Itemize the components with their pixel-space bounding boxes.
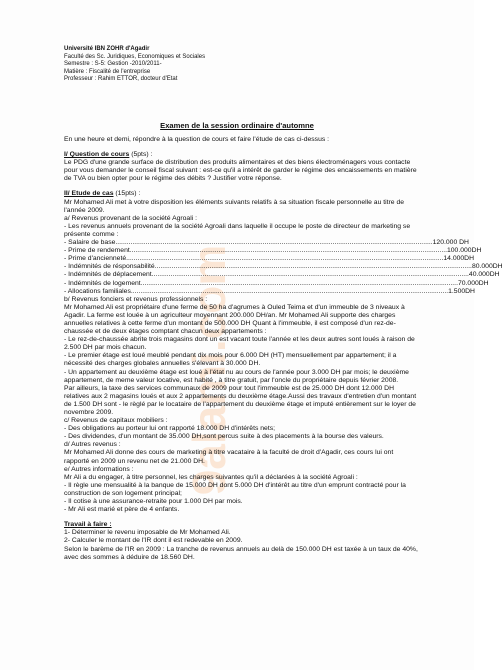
salary-row xyxy=(64,239,469,247)
dot-leader: ........................................................................................................................................................................ xyxy=(154,263,472,271)
intro-text: En une heure et demi, répondre à la question de cours et faire l'étude de cas ci-dessus : xyxy=(64,136,330,143)
section-d-title: d/ Autres revenus : xyxy=(64,441,121,449)
dot-leader: ........................................................................................................................................................................ xyxy=(130,287,449,295)
section-c-item: - Des obligations au porteur lui ont rapporté 18.000 DH d'intérêts nets; xyxy=(64,425,275,433)
etude-cas-heading xyxy=(64,190,420,198)
dot-leader: ........................................................................................................................................................................ xyxy=(129,247,447,255)
section-c-title: c/ Revenus de capitaux mobiliers : xyxy=(64,417,168,425)
section-b-paragraph: - Le premier étage est loué meublé pendant dix mois pour 6.000 DH (HT) mensuellement par appartement; il a nécessité des charges globales annuelles s'élevant à 30.000 DH. xyxy=(64,352,397,368)
salary-row xyxy=(64,247,482,255)
salary-label: - Indémnités de déplacement xyxy=(64,271,152,279)
section-b-paragraph: - Un appartement au deuxième étage est loué à l'état nu au cours de l'année pour 3.000 DH par mois; le deuxième appartement, de meme valeur locative, est habité , à titre gratuit, par l'oncle du propriétaire depuis février 2008. xyxy=(64,368,409,384)
professor-line: Professeur : Rahim ETTOR, docteur d'Etat xyxy=(64,76,178,83)
salary-value: 40.000DH xyxy=(468,271,500,279)
section-b-paragraph: Mr Mohamed Ali est propriétaire d'une ferme de 50 ha d'agrumes à Ouled Teima et d'un immeuble de 3 niveaux à Agadir. La ferme est louée à un agriculteur moyennant 200.000 DH/an. Mr Mohamed Ali supporte des charges annuelles relatives à cette ferme d'un montant de 500.000 DH Quant à l'immeuble, il est composé d'un rez-de-chaussée et de deux étages comptant chacun deux appartements : xyxy=(64,303,405,336)
section-b-paragraph: - Le rez-de-chaussée abrite trois magasins dont un est vacant toute l'année et les deux autres sont loués à raison de 2.500 DH par mois chacun. xyxy=(64,336,415,352)
section-a-text: - Les revenus annuels provenant de la société Agroali dans laquelle il occupe le poste de directeur de marketing se présente comme : xyxy=(64,222,411,238)
semester-line: Semestre : S-5: Gestion -2010/2011- xyxy=(64,61,162,68)
salary-label: - Allocations familiales xyxy=(64,287,131,295)
salary-row xyxy=(64,255,474,263)
salary-row xyxy=(64,279,489,288)
dot-leader: ........................................................................................................................................................................ xyxy=(126,255,444,263)
salary-label: - Prime de rendement xyxy=(64,247,130,255)
faculty-name: Faculté des Sc. Juridiques, Economiques et Sociales xyxy=(64,53,206,60)
salary-label: - Salaire de base xyxy=(64,239,116,247)
salary-row xyxy=(64,271,500,279)
salary-value: 100.000DH xyxy=(447,247,482,255)
question-cours-text: Le PDG d'une grande surface de distribution des produits alimentaires et des biens électroménagers vous contacte pour vous demander le conseil fiscal suivant : est-ce qu'il a intérêt de garder le régime des encaissements en matière de TVA ou bien opter pour le régime des débits ? Justifier votre réponse. xyxy=(64,159,417,183)
document-header xyxy=(64,46,205,84)
salary-value: 1.500DH xyxy=(448,287,475,295)
university-name: Université IBN ZOHR d'Agadir xyxy=(64,46,150,52)
section-c-item: - Des dividendes, d'un montant de 35.000 DH,sont percus suite à des placements à la bourse des valeurs. xyxy=(64,433,384,441)
salary-label: - Indémnités de logement xyxy=(64,279,141,287)
salary-value: 120.000 DH xyxy=(432,239,469,247)
salary-row xyxy=(64,287,475,296)
travail-item: 2- Calculer le montant de l'IR dont il est redevable en 2009. xyxy=(64,537,243,545)
exam-body xyxy=(64,136,503,562)
salary-value: 70.000DH xyxy=(457,279,489,287)
section-b-paragraph: Par ailleurs, la taxe des services communaux de 2009 pour tout l'immeuble est de 25.000 DH dont 12.000 DH relatives aux 2 magasins loués et aux 2 appartements du deuxième étage.Aussi des travaux d'entretien d'un montant de 1.500 DH sont - le règlé par le locataire de l'appartement du deuxième étage et imputé entièrement sur le loyer de novembre 2009. xyxy=(64,384,417,416)
exam-title: Examen de la session ordinaire d'automne xyxy=(160,121,314,130)
question-cours-points: (5pts) : xyxy=(129,151,153,159)
question-cours-title: I/ Question de cours xyxy=(64,151,130,159)
salary-list xyxy=(64,239,503,296)
salary-value: 14.000DH xyxy=(443,255,474,263)
section-e-item: - Mr Ali est marié et père de 4 enfants. xyxy=(64,506,180,514)
salary-label: - Prime d'ancienneté xyxy=(64,255,127,263)
section-e-title: e/ Autres informations : xyxy=(64,465,134,473)
salary-row xyxy=(64,263,503,271)
etude-cas-intro: Mr Mohamed Ali met à votre disposition les éléments suivants relatifs à sa situation fiscale personnelle au titre de l'année 2009. xyxy=(64,198,405,214)
section-e-intro: Mr Ali a du engager, à titre personnel, les charges suivantes qu'il a déclarées à la société Agroali : xyxy=(64,473,358,481)
section-a-title: a/ Revenus provenant de la société Agroali : xyxy=(64,214,198,222)
salary-value: 80.000DH xyxy=(471,263,503,271)
question-cours-heading xyxy=(64,151,420,159)
section-b-title: b/ Revenus fonciers et revenus professionnels : xyxy=(64,295,208,303)
dot-leader: ........................................................................................................................................................................ xyxy=(140,279,458,287)
etude-cas-points: (15pts) : xyxy=(113,190,141,198)
subject-line: Matière : Fiscalité de l'entreprise xyxy=(64,68,151,75)
section-e-item: - Il règle une mensualité à la banque de 15.000 DH dont 5.000 DH d'intérêt au titre d'un emprunt contracté pour la construction de son logement principal; xyxy=(64,481,406,497)
travail-item: Selon le barème de l'IR en 2009 : La tranche de revenus annuels au delà de 150.000 DH est taxée à un taux de 40%, avec des sommes à déduire de 18.560 DH. xyxy=(64,545,418,561)
section-d-text: Mr Mohamed Ali donne des cours de marketing à titre vacataire à la faculté de droit d'Agadir, ces cours lui ont rapporté en 2009 un revenu net de 21.000 DH. xyxy=(64,449,394,465)
salary-label: - Indémnités de résponsabilité xyxy=(64,263,155,271)
etude-cas-title: II/ Etude de cas xyxy=(64,190,114,198)
section-e-item: - Il cotise à une assurance-retraite pour 1.000 DH par mois. xyxy=(64,498,243,506)
watermark-text: 9alami.com xyxy=(183,244,235,496)
travail-heading: Travail à faire : xyxy=(64,521,112,529)
travail-item: 1- Déterminer le revenu imposable de Mr Mohamed Ali. xyxy=(64,529,231,537)
dot-leader: ........................................................................................................................................................................ xyxy=(115,239,433,247)
dot-leader: ........................................................................................................................................................................ xyxy=(151,271,469,279)
